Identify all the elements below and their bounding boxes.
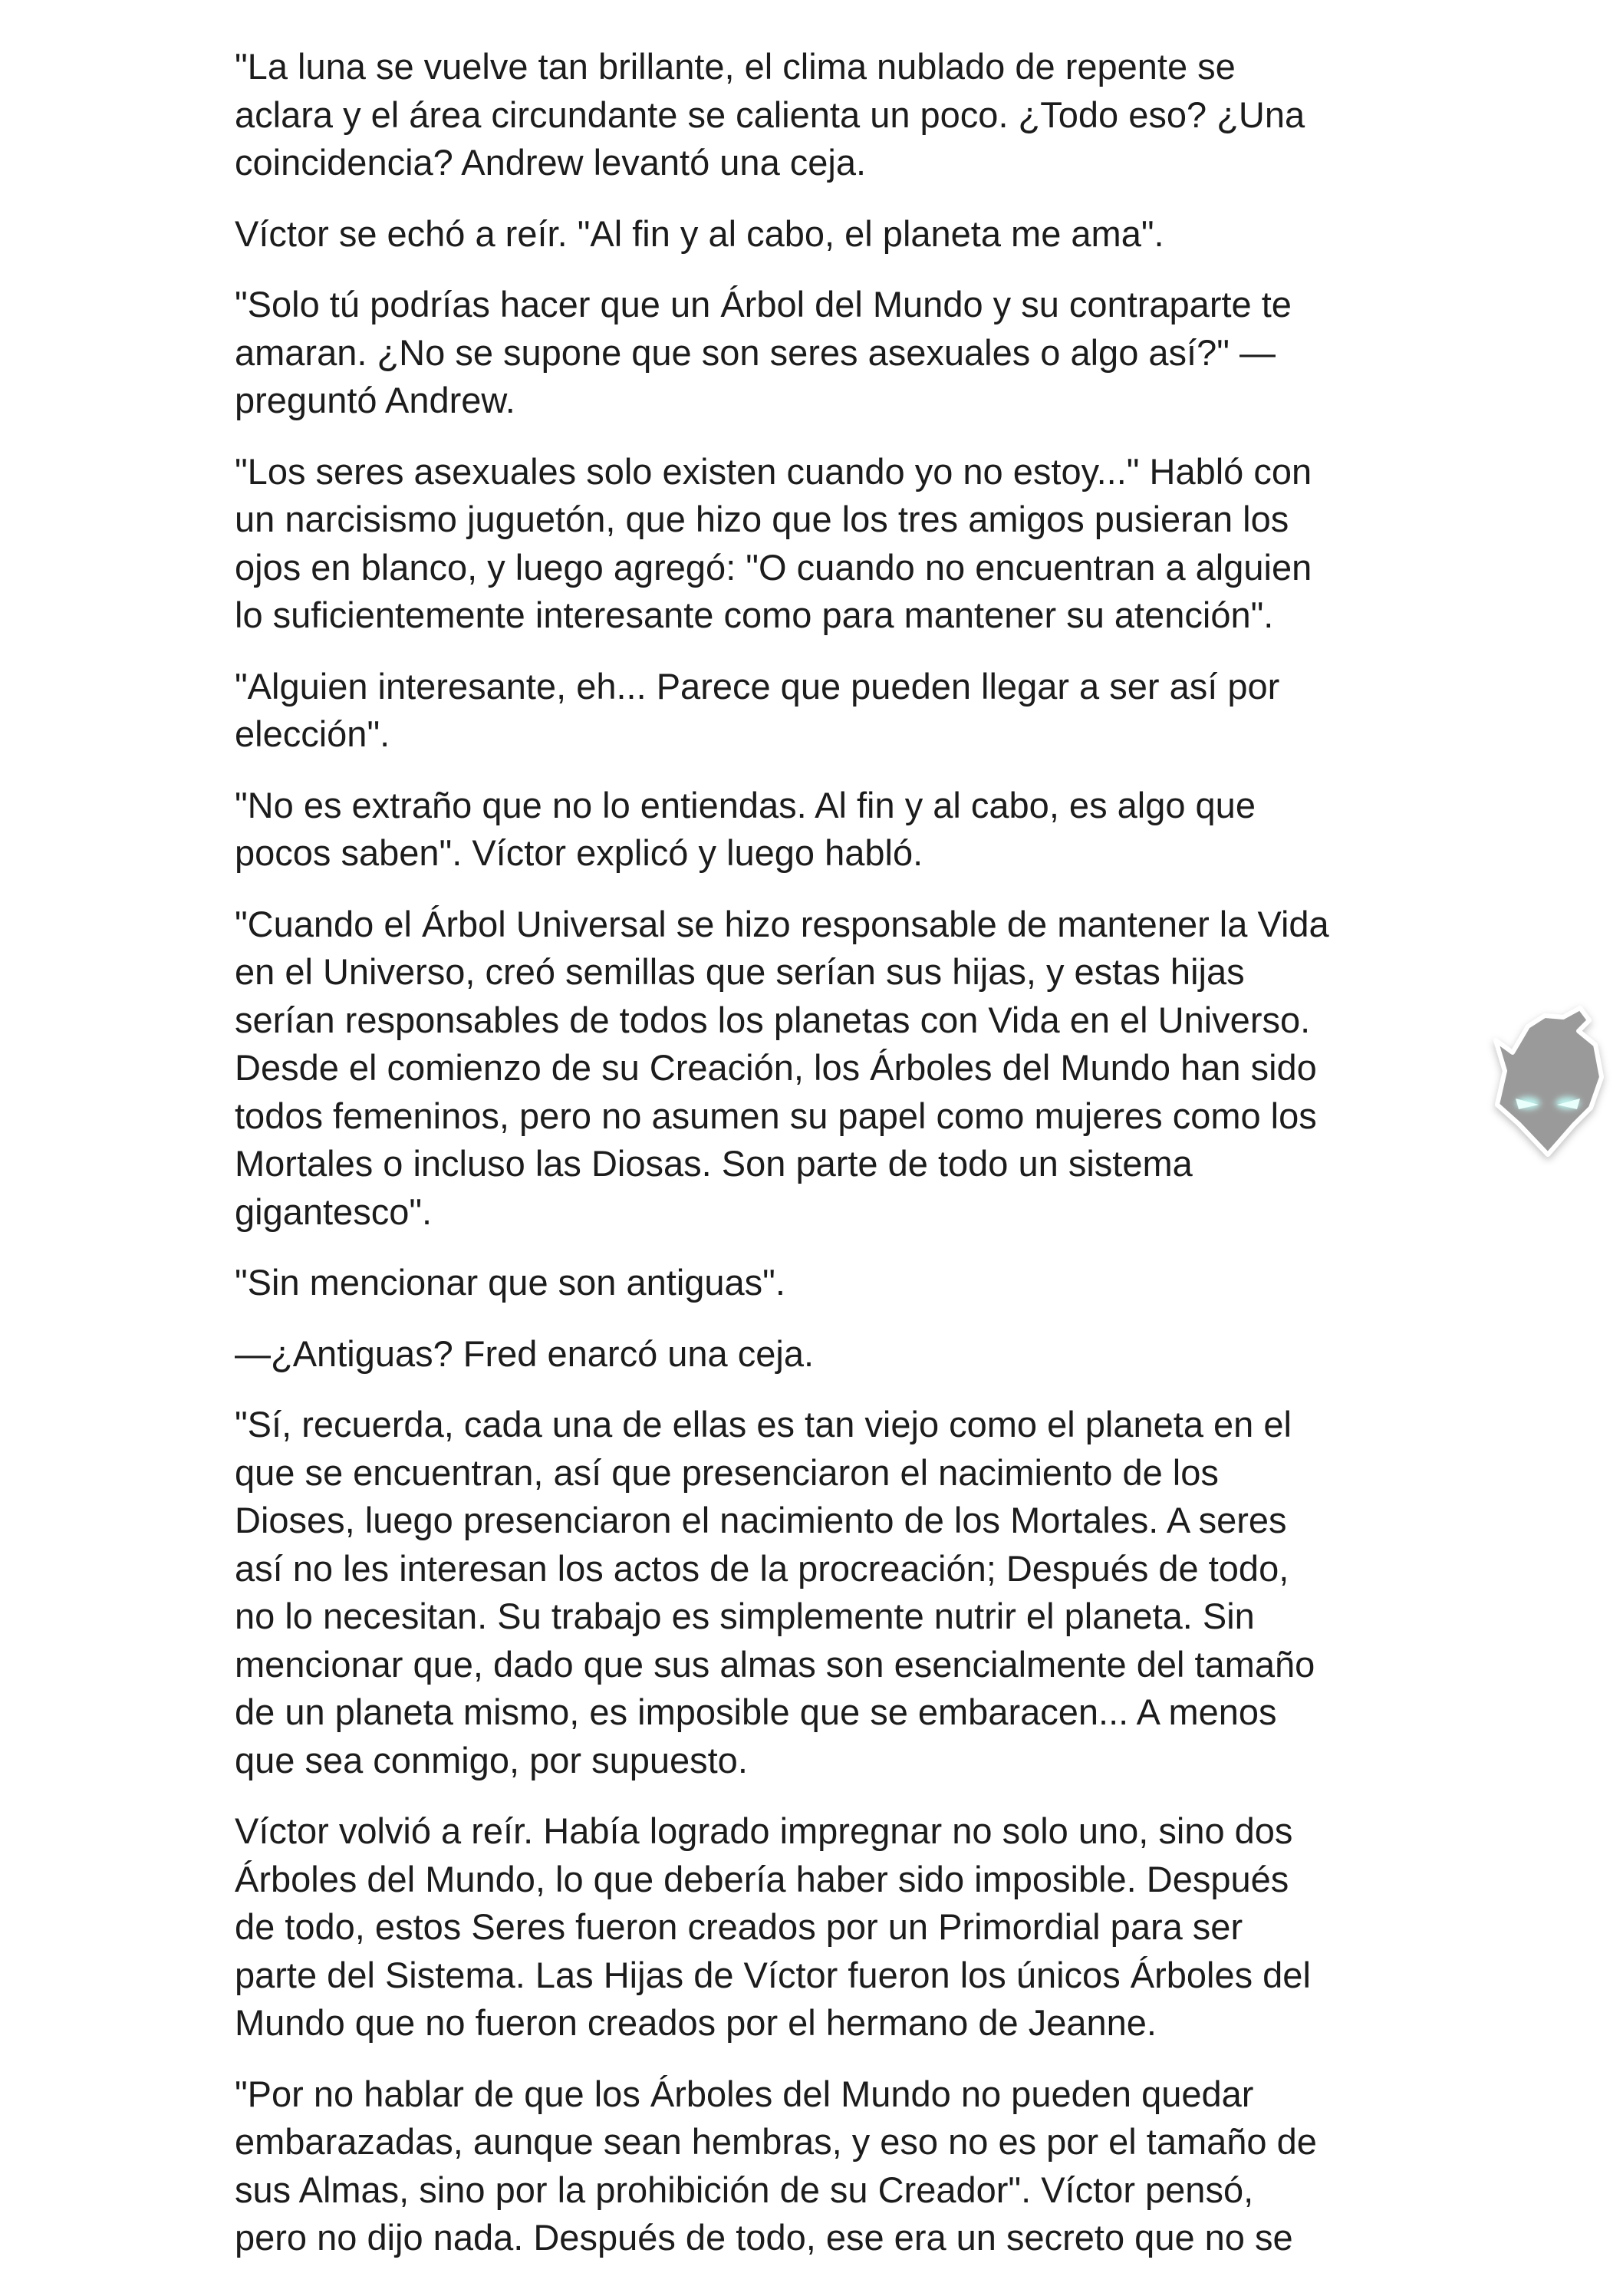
paragraph-3: "Solo tú podrías hacer que un Árbol del Mundo y su contraparte te amaran. ¿No se supone que son seres asexuales o algo así?" — preguntó Andrew. <box>235 284 1292 420</box>
paragraph-7: "Cuando el Árbol Universal se hizo responsable de mantener la Vida en el Universo, creó semillas que serían sus hijas, y estas hijas serían responsables de todos los planetas con Vida en el Universo. Desde el comienzo de su Creación, los Árboles del Mundo han sido todos femeninos, pero no asumen su papel como mujeres como los Mortales o incluso las Diosas. Son parte de todo un sistema gigantesco". <box>235 903 1329 1232</box>
paragraph-6: "No es extraño que no lo entiendas. Al fin y al cabo, es algo que pocos saben". Víctor explicó y luego habló. <box>235 784 1256 873</box>
paragraph-5: "Alguien interesante, eh... Parece que pueden llegar a ser así por elección". <box>235 665 1280 754</box>
paragraph-2: Víctor se echó a reír. "Al fin y al cabo, el planeta me ama". <box>235 212 1164 254</box>
paragraph-1: "La luna se vuelve tan brillante, el clima nublado de repente se aclara y el área circundante se calienta un poco. ¿Todo eso? ¿Una coincidencia? Andrew levantó una ceja. <box>235 46 1305 183</box>
paragraph-9: —¿Antiguas? Fred enarcó una ceja. <box>235 1332 815 1374</box>
watermark-logo <box>1474 997 1621 1166</box>
demon-head-icon <box>1474 997 1621 1166</box>
paragraph-11: Víctor volvió a reír. Había logrado impregnar no solo uno, sino dos Árboles del Mundo, lo que debería haber sido imposible. Después de todo, estos Seres fueron creados por un Primordial para ser parte del Sistema. Las Hijas de Víctor fueron los únicos Árboles del Mundo que no fueron creados por el hermano de Jeanne. <box>235 1810 1311 2043</box>
paragraph-10: "Sí, recuerda, cada una de ellas es tan viejo como el planeta en el que se encuentran, así que presenciaron el nacimiento de los Dioses, luego presenciaron el nacimiento de los Mortales. A seres así no les interesan los actos de la procreación; Después de todo, no lo necesitan. Su trabajo es simplemente nutrir el planeta. Sin mencionar que, dado que sus almas son esencialmente del tamaño de un planeta mismo, es imposible que se embaracen... A menos que sea conmigo, por supuesto. <box>235 1404 1315 1780</box>
paragraph-8: "Sin mencionar que son antiguas". <box>235 1262 785 1303</box>
paragraph-12: "Por no hablar de que los Árboles del Mundo no pueden quedar embarazadas, aunque sean hembras, y eso no es por el tamaño de sus Almas, sino por la prohibición de su Creador". Víctor pensó, pero no dijo nada. Después de todo, ese era un secreto que no se <box>235 2073 1317 2258</box>
paragraph-4: "Los seres asexuales solo existen cuando yo no estoy..." Habló con un narcisismo juguetón, que hizo que los tres amigos pusieran los ojos en blanco, y luego agregó: "O cuando no encuentran a alguien lo suficientemente interesante como para mantener su atención". <box>235 450 1312 635</box>
text-body <box>235 43 1416 2285</box>
